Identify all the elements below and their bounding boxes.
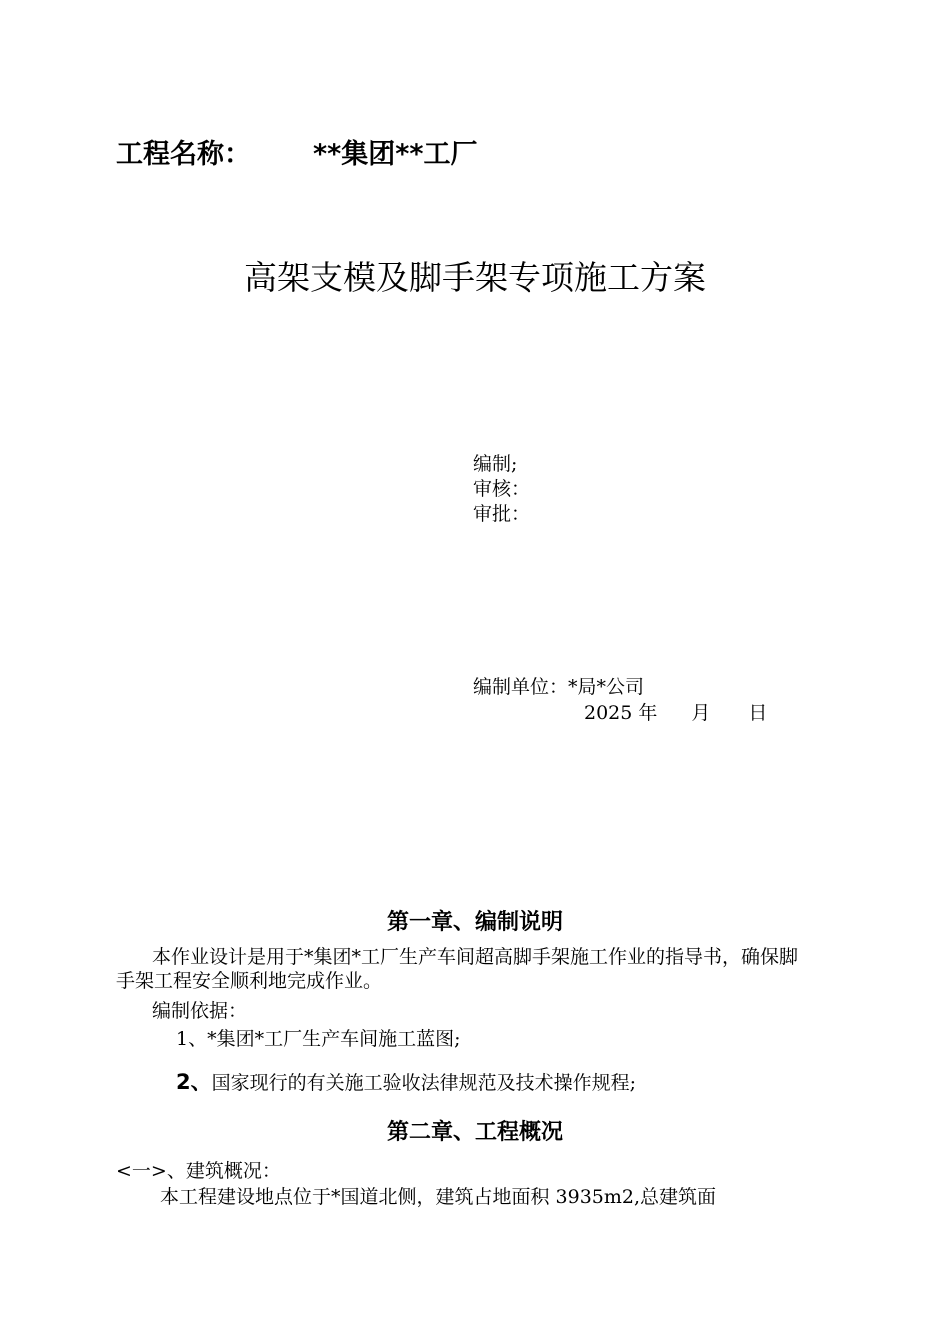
chapter2-paragraph: 本工程建设地点位于*国道北侧，建筑占地面积 3935m2,总建筑面: [160, 1186, 717, 1208]
project-name-line: [116, 132, 477, 171]
project-name: **集团**工厂: [313, 139, 478, 170]
date-day: 日: [748, 702, 768, 724]
project-label: 工程名称：: [116, 139, 251, 170]
reviewed-by-field: 审核：: [473, 478, 531, 500]
approved-by-field: 审批：: [473, 503, 531, 525]
date-line: [584, 698, 767, 725]
item2-text: 国家现行的有关施工验收法律规范及技术操作规程;: [211, 1072, 637, 1094]
chapter1-title: 第一章、编制说明: [386, 910, 563, 935]
chapter2-sub-heading: <一>、建筑概况：: [116, 1160, 281, 1182]
chapter1-basis-label: 编制依据：: [152, 1000, 248, 1022]
item2-number: 2、: [176, 1070, 212, 1094]
date-month: 月: [691, 702, 711, 724]
chapter1-basis-item-2: [176, 1066, 636, 1096]
chapter1-paragraph: 本作业设计是用于*集团*工厂生产车间超高脚手架施工作业的指导书，确保脚手架工程安全顺利地完成作业。: [116, 946, 799, 992]
chapter2-title: 第二章、工程概况: [386, 1120, 563, 1145]
compiled-by-field: 编制;: [473, 453, 518, 475]
chapter1-basis-item-1: 1、*集团*工厂生产车间施工蓝图;: [176, 1028, 461, 1050]
date-year: 2025 年: [584, 702, 658, 724]
compiling-unit: 编制单位：*局*公司: [473, 676, 645, 698]
document-title: 高架支模及脚手架专项施工方案: [244, 258, 706, 297]
